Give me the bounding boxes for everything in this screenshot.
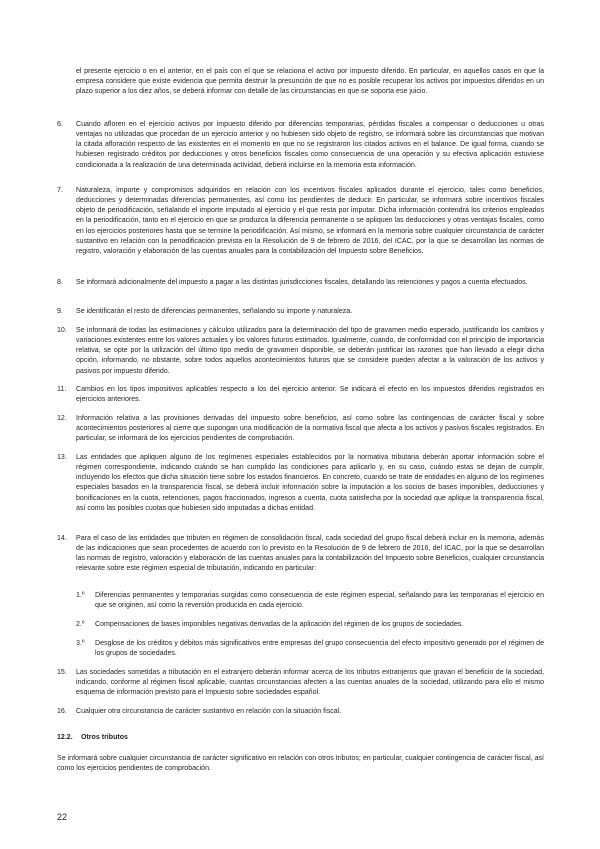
sub-list-item-number: 2.º	[76, 621, 85, 628]
list-item-number: 8.	[57, 279, 63, 286]
list-item-text: Información relativa a las provisiones derivadas del impuesto sobre beneficios, así como sobre las contingencias de carácter fiscal y sobre acontecimientos posteriores al cierre que supongan una modificación de la normativa fiscal que afecta a los activos y pasivos fiscales registrados. En particular, se informará de los ejercicios pendientes de comprobación.	[76, 415, 544, 443]
list-item-number: 12.	[57, 415, 67, 422]
section-heading	[57, 733, 128, 743]
list-item-text: Las sociedades sometidas a tributación en el extranjero deberán informar acerca de los tributos extranjeros que gravan el beneficio de la sociedad, indicando, conforme al régimen fiscal aplicable, cuantas circunstancias afecten a las cuentas anuales de la sociedad, utilizando para ello el mismo esquema de información previsto para el Impuesto sobre sociedades español.	[76, 669, 544, 697]
sub-list-item-text: Compensaciones de bases imponibles negativas derivadas de la aplicación del régimen de los grupos de sociedades.	[95, 621, 464, 628]
list-item-text: Naturaleza, importe y compromisos adquiridos en relación con los incentivos fiscales aplicados durante el ejercicio, tales como beneficios, deducciones y determinadas diferencias permanentes, así como los pendientes de deducir. En particular, se informará sobre incentivos fiscales objeto de periodificación, señalando el importe imputado al ejercicio y el que resta por imputar. Dicha información contendrá los criterios empleados en la periodificación, tanto en el ejercicio en que se produzca la diferencia permanente o se apliquen las deducciones y otras ventajas fiscales, como en los ejercicios posteriores hasta que se termine la periodificación. Así mismo, se informará en la memoria sobre cualquier circunstancia de carácter sustantivo en relación con la periodificación prevista en la Resolución de 9 de febrero de 2016, del ICAC, por la que se desarrollan las normas de registro, valoración y elaboración de las cuentas anuales para la contabilización del Impuesto sobre Beneficios.	[76, 187, 544, 255]
list-item-number: 7.	[57, 187, 63, 194]
sub-list-item-number: 3.º	[76, 640, 85, 647]
list-item-number: 11.	[57, 386, 67, 393]
list-item-text: Se informará de todas las estimaciones y cálculos utilizados para la determinación del tipo de gravamen medio esperado, justificando los cambios y variaciones existentes entre los valores actuales y los valores futuros estimados. Igualmente, cuando, de conformidad con el principio de importancia relativa, se opte por la utilización del último tipo medio de gravamen disponible, se deberán justificar las razones que han llevado a elegir dicha opción, informando, no obstante, sobre todos aquellos acontecimientos futuros que se considere pueden afectar a la valoración de los activos y pasivos por impuesto diferido.	[76, 327, 544, 375]
section-title: Otros tributos	[80, 734, 128, 741]
list-item-text: Se informará adicionalmente del impuesto a pagar a las distintas jurisdicciones fiscales, detallando las retenciones y pagos a cuenta efectuados.	[76, 279, 528, 286]
intro-paragraph: el presente ejercicio o en el anterior, en el país con el que se relaciona el activo por impuesto diferido. En particular, en aquellos casos en que la empresa considere que existe evidencia que permita destruir la presunción de que no es posible recuperar los activos por impuestos diferidos en un plazo superior a los diez años, se deberá informar con detalle de las circunstancias en que se soporta ese juicio.	[76, 68, 544, 96]
list-item-text: Las entidades que apliquen alguno de los regímenes especiales establecidos por la normativa tributaria deberán aportar información sobre el régimen correspondiente, indicando cuándo se han cumplido las condiciones para aplicarlo y, en su caso, cuándo estas se dejan de cumplir, incluyendo los efectos que dicha situación tiene sobre los estados financieros. En concreto, cuando se trate de entidades en alguno de los regímenes especiales basados en la transparencia fiscal, se deberá incluir información sobre la imputación a los socios de bases imponibles, deducciones y bonificaciones en la cuota, retenciones, pagos fraccionados, ingresos a cuenta, cuota satisfecha por la sociedad que aplique la transparencia fiscal, así como las posibles cuotas que hubiesen sido imputadas a dichas entidad.	[76, 454, 544, 512]
list-item-text: Cuando afloren en el ejercicio activos por impuesto diferido por diferencias temporarias, pérdidas fiscales a compensar o deducciones u otras ventajas no utilizadas que procedan de un ejercicio anterior y no hubiesen sido objeto de registro, se informará sobre las circunstancias que motivan la citada afloración respecto de las existentes en el momento en que no se registraron los citados activos en el balance. De igual forma, cuando se hubiesen registrado créditos por deducciones y otros beneficios fiscales como consecuencia de una operación y su efectiva aplicación estuviese condicionada a la realización de una determinada actividad, deberá incluirse en la memoria esta información.	[76, 121, 544, 169]
list-item-number: 6.	[57, 121, 63, 128]
list-item-text: Se identificarán el resto de diferencias permanentes, señalando su importe y naturaleza.	[76, 308, 353, 315]
list-item-text: Cambios en los tipos impositivos aplicables respecto a los del ejercicio anterior. Se indicará el efecto en los impuestos diferidos registrados en ejercicios anteriores.	[76, 386, 544, 404]
list-item-number: 15.	[57, 669, 67, 676]
page-number: 22	[57, 812, 68, 822]
list-item-text: Cualquier otra circunstancia de carácter sustantivo en relación con la situación fiscal.	[76, 708, 342, 715]
sub-list-item-text: Diferencias permanentes y temporarias surgidas como consecuencia de este régimen especial, señalando para las temporarias el ejercicio en que se originen, así como la reversión producida en cada ejercicio.	[95, 592, 544, 610]
list-item-number: 9.	[57, 308, 63, 315]
list-item-number: 13.	[57, 454, 67, 461]
list-item-number: 10.	[57, 327, 67, 334]
list-item-text: Para el caso de las entidades que tributen en régimen de consolidación fiscal, cada sociedad del grupo fiscal deberá incluir en la memoria, además de las indicaciones que sean procedentes de acuerdo con lo previsto en la Resolución de 9 de febrero de 2016, del ICAC, por la que se desarrollan las normas de registro, valoración y elaboración de las cuentas anuales para la contabilización del Impuesto sobre Beneficios, cualquier circunstancia relevante sobre este régimen especial de tributación, indicando en particular:	[76, 535, 544, 573]
sub-list-item-number: 1.º	[76, 592, 85, 599]
section-number: 12.2.	[57, 734, 73, 741]
list-item-number: 14.	[57, 535, 67, 542]
sub-list-item-text: Desglose de los créditos y débitos más significativos entre empresas del grupo consecuencia del efecto impositivo generado por el régimen de los grupos de sociedades.	[95, 640, 544, 658]
section-paragraph: Se informará sobre cualquier circunstancia de carácter significativo en relación con otros tributos; en particular, cualquier contingencia de carácter fiscal, así como los ejercicios pendientes de comprobación.	[57, 755, 544, 773]
list-item-number: 16.	[57, 708, 67, 715]
